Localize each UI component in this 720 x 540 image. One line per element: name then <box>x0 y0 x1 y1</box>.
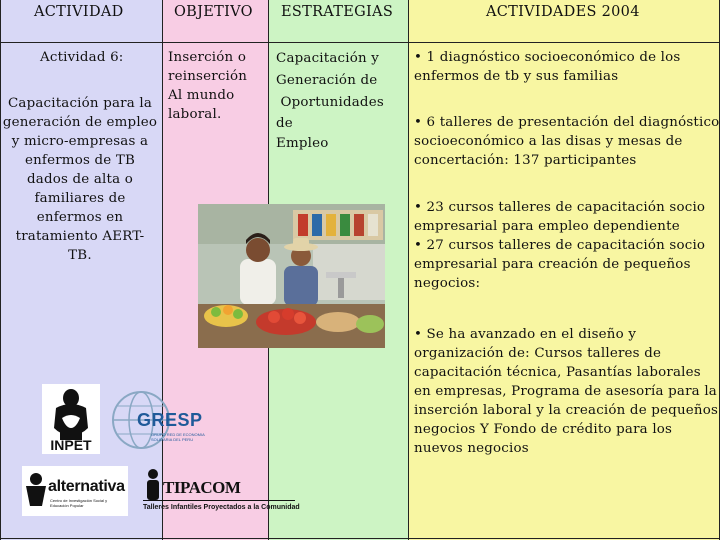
actividades-line: nuevos negocios <box>414 441 529 456</box>
estrategias-line: Oportunidades <box>276 95 384 110</box>
actividades-line: • 27 cursos talleres de capacitación socio <box>414 238 706 253</box>
actividad-line: enfermos de TB <box>24 153 136 168</box>
actividades-line: • Se ha avanzado en el diseño y <box>414 327 637 342</box>
estrategias-line: Generación de <box>276 73 378 88</box>
objetivo-line: reinserción <box>168 69 248 84</box>
actividades-line: concertación: 137 participantes <box>414 153 637 168</box>
alternativa-logo <box>22 466 128 516</box>
actividad-column <box>0 0 162 540</box>
actividad-line: familiares de <box>34 191 126 206</box>
gresp-logo-subtext: GRUPO RED DE ECONOMIA SOLIDARIA DEL PERU <box>151 432 205 442</box>
header-actividad: ACTIVIDAD <box>34 4 124 20</box>
gresp-logo <box>107 390 211 452</box>
alternativa-logo-text: alternativa <box>48 478 125 495</box>
objetivo-line: laboral. <box>168 107 222 122</box>
actividad-title: Actividad 6: <box>40 50 124 65</box>
actividades-line: negocios: <box>414 276 481 291</box>
actividades-line: enfermos de tb y sus familias <box>414 69 619 84</box>
actividades-line: • 6 talleres de presentación del diagnóstico <box>414 115 720 130</box>
actividad-line: generación de empleo <box>2 115 158 130</box>
header-objetivo: OBJETIVO <box>174 4 253 20</box>
tipacom-figure-icon <box>143 468 163 502</box>
estrategias-line: Empleo <box>276 136 329 151</box>
actividad-line: tratamiento AERT- <box>15 229 145 244</box>
header-divider <box>0 42 720 43</box>
market-vendors-photo <box>198 204 385 348</box>
actividad-line: Capacitación para la <box>7 96 153 111</box>
inpet-logo-text: INPET <box>50 437 92 453</box>
actividades-line: • 23 cursos talleres de capacitación socio <box>414 200 706 215</box>
table-bottom-border <box>0 538 720 539</box>
objetivo-text <box>168 48 247 124</box>
header-actividades-2004: ACTIVIDADES 2004 <box>486 4 640 20</box>
actividades-line: en empresas, Programa de asesoría para la <box>414 384 717 399</box>
actividades-item-4 <box>414 325 718 458</box>
actividad-line: TB. <box>68 248 92 263</box>
estrategias-line: Capacitación y <box>276 51 380 66</box>
actividades-line: empresarial para creación de pequeños <box>414 257 691 272</box>
actividades-item-1 <box>414 48 681 86</box>
tipacom-logo <box>143 468 300 518</box>
inpet-logo <box>42 384 100 454</box>
actividades-line: inserción laboral y la creación de pequeños <box>414 403 719 418</box>
actividad-line: dados de alta o <box>26 172 134 187</box>
alternativa-figure-icon <box>24 472 48 506</box>
gresp-logo-text: GRESP <box>137 410 203 430</box>
tipacom-logo-subtext: Talleres Infantiles Proyectados a la Comunidad <box>143 504 300 511</box>
tipacom-logo-text: TIPACOM <box>163 478 241 497</box>
actividad-line: enfermos en <box>36 210 124 225</box>
actividades-line: organización de: Cursos talleres de <box>414 346 662 361</box>
actividad-description <box>0 94 160 265</box>
market-vendors-illustration <box>198 204 385 348</box>
actividades-line: negocios Y Fondo de crédito para los <box>414 422 673 437</box>
alternativa-logo-subtext: Centro de Investigación Social y Educación Popular <box>50 498 108 508</box>
actividades-line: socioeconómico a las disas y mesas de <box>414 134 683 149</box>
estrategias-line: de <box>276 116 293 131</box>
actividades-line: empresarial para empleo dependiente <box>414 219 680 234</box>
header-estrategias: ESTRATEGIAS <box>281 4 394 20</box>
actividades-item-2 <box>414 113 719 170</box>
objetivo-line: Al mundo <box>168 88 235 103</box>
actividades-item-3 <box>414 198 705 293</box>
actividades-line: capacitación técnica, Pasantías laborales <box>414 365 701 380</box>
tipacom-logo-rule <box>143 500 295 501</box>
objetivo-line: Inserción o <box>168 50 247 65</box>
actividad-line: y micro-empresas a <box>11 134 149 149</box>
estrategias-text <box>276 48 384 155</box>
actividades-line: • 1 diagnóstico socioeconómico de los <box>414 50 681 65</box>
